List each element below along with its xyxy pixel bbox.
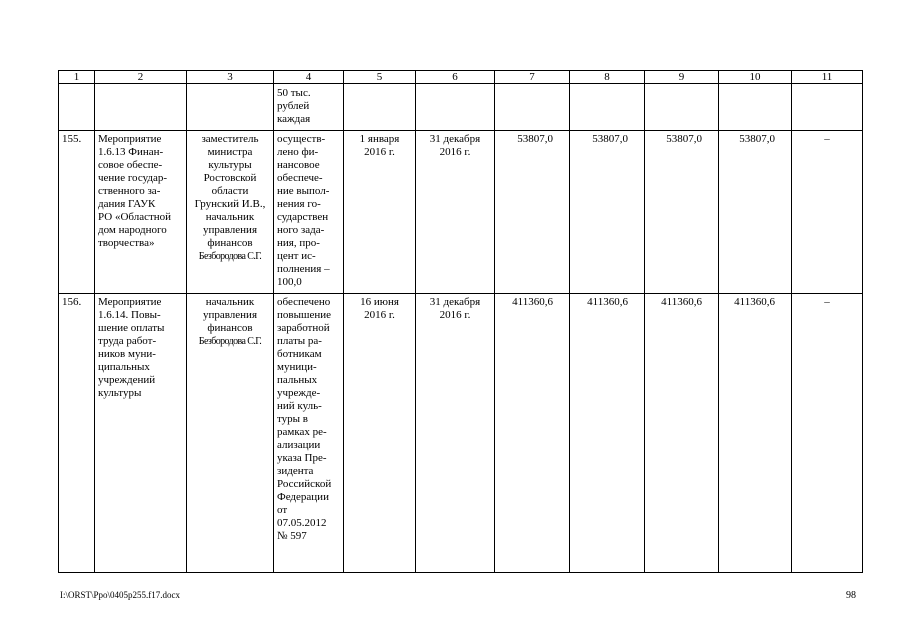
file-path: I:\ORST\Ppo\0405p255.f17.docx	[60, 590, 181, 600]
responsible-person: начальник управления финансов	[202, 296, 258, 334]
cell	[792, 84, 863, 131]
value-col-9: 411360,6	[645, 294, 719, 573]
cell	[344, 84, 416, 131]
value-col-7: 411360,6	[495, 294, 570, 573]
responsible-cell	[187, 294, 274, 573]
cell	[95, 84, 187, 131]
col-number-11: 11	[792, 71, 863, 84]
cell	[719, 84, 792, 131]
col-number-9: 9	[645, 71, 719, 84]
responsible-last: Безбородова С.Г.	[198, 336, 262, 347]
cell	[495, 84, 570, 131]
cell	[645, 84, 719, 131]
cell	[187, 84, 274, 131]
col-number-4: 4	[274, 71, 344, 84]
plan-table	[58, 70, 863, 573]
value-col-8: 411360,6	[570, 294, 645, 573]
col-number-8: 8	[570, 71, 645, 84]
col-number-10: 10	[719, 71, 792, 84]
col-number-1: 1	[59, 71, 95, 84]
start-date: 1 января 2016 г.	[344, 131, 416, 294]
expected-result: обеспечено повышение заработной платы ра- ботникам муници- пальных учрежде- ний куль- туры в рамках ре- ализации указа Пре- зидента Российской Федерации от 07.05.2012 № 597	[274, 294, 344, 573]
activity-name: Мероприятие 1.6.13 Финан- совое обеспе- чение государ- ственного за- дания ГАУК РО «Областной дом народного творчества»	[95, 131, 187, 294]
value-col-10: 411360,6	[719, 294, 792, 573]
column-number-row	[59, 71, 863, 84]
table-row	[59, 131, 863, 294]
row-number: 156.	[59, 294, 95, 573]
col-number-2: 2	[95, 71, 187, 84]
table-row	[59, 294, 863, 573]
end-date: 31 декабря 2016 г.	[416, 294, 495, 573]
value-col-10: 53807,0	[719, 131, 792, 294]
continuation-row	[59, 84, 863, 131]
cell	[416, 84, 495, 131]
col-number-6: 6	[416, 71, 495, 84]
col-number-3: 3	[187, 71, 274, 84]
continuation-result-cell: 50 тыс. рублей каждая	[274, 84, 344, 131]
responsible-cell	[187, 131, 274, 294]
row-number: 155.	[59, 131, 95, 294]
value-col-11: –	[792, 294, 863, 573]
responsible-person: заместитель министра культуры Ростовской области Грунский И.В., начальник управления финансов	[194, 133, 266, 249]
col-number-5: 5	[344, 71, 416, 84]
responsible-last: Безбородова С.Г.	[198, 251, 262, 262]
start-date: 16 июня 2016 г.	[344, 294, 416, 573]
value-col-8: 53807,0	[570, 131, 645, 294]
activity-name: Мероприятие 1.6.14. Повы- шение оплаты труда работ- ников муни- ципальных учреждений культуры	[95, 294, 187, 573]
col-number-7: 7	[495, 71, 570, 84]
value-col-7: 53807,0	[495, 131, 570, 294]
cell	[59, 84, 95, 131]
expected-result: осуществ- лено фи- нансовое обеспече- ние выпол- нения го- сударствен ного зада- ния, про- цент ис- полнения – 100,0	[274, 131, 344, 294]
value-col-11: –	[792, 131, 863, 294]
cell	[570, 84, 645, 131]
value-col-9: 53807,0	[645, 131, 719, 294]
end-date: 31 декабря 2016 г.	[416, 131, 495, 294]
page-number: 98	[846, 590, 856, 601]
